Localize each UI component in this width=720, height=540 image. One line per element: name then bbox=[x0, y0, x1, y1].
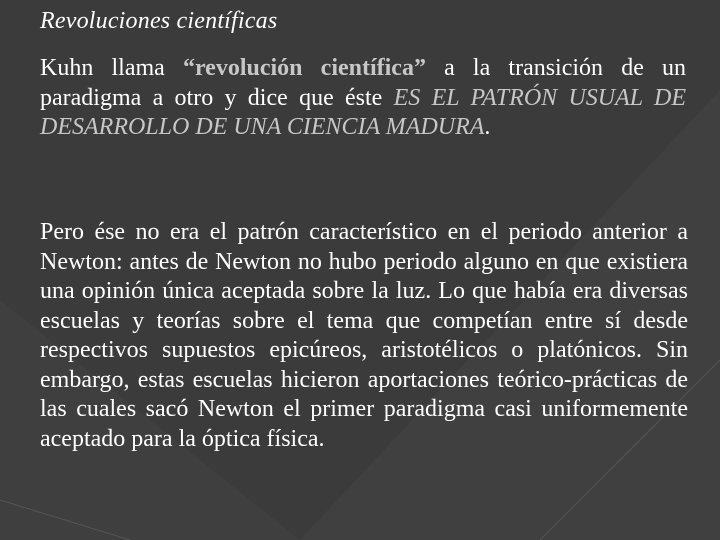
paragraph-kuhn bbox=[40, 54, 686, 143]
paragraph-kuhn-lead: Kuhn llama bbox=[40, 55, 183, 81]
paragraph-newton: Pero ése no era el patrón característico en el periodo anterior a Newton: antes de Newton no hubo periodo alguno en que existiera una opinión única aceptada sobre la luz. Lo que había era diversas escuelas y teorías sobre el tema que competían entre sí desde respectivos supuestos epicúreos, aristotélicos o platónicos. Sin embargo, estas escuelas hicieron aportaciones teórico-prácticas de las cuales sacó Newton el primer paradigma casi uniformemente aceptado para la óptica física. bbox=[40, 219, 688, 452]
paragraph-kuhn-end: . bbox=[484, 114, 491, 140]
term-revolucion-cientifica: “revolución científica” bbox=[182, 55, 426, 81]
paragraph-kuhn-middle: a la transición de un paradigma a otro y dice que éste bbox=[40, 55, 687, 111]
slide-title: Revoluciones científicas bbox=[40, 8, 278, 34]
emphasis-patron-usual: ES EL PATRÓN USUAL DE DESARROLLO DE UNA CIENCIA MADURA bbox=[40, 84, 686, 140]
